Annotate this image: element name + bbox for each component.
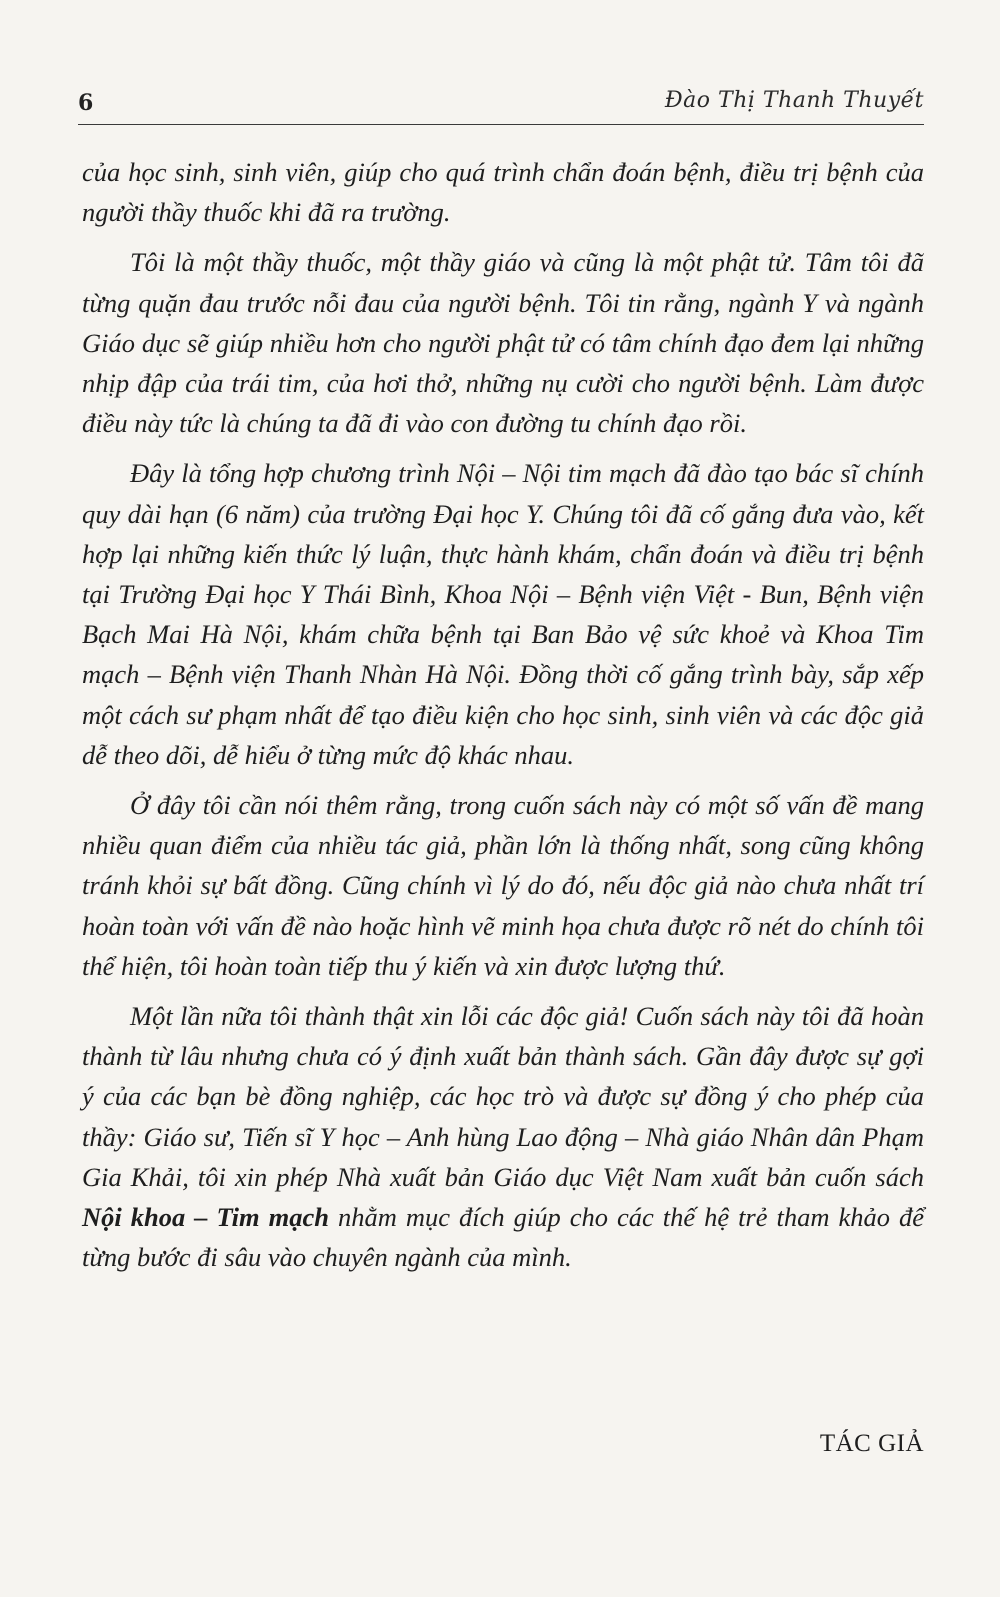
paragraph: Đây là tổng hợp chương trình Nội – Nội tim mạch đã đào tạo bác sĩ chính quy dài hạn (6 năm) của trường Đại học Y. Chúng tôi đã cố gắng đưa vào, kết hợp lại những kiến thức lý luận, thực hành khám, chẩn đoán và điều trị bệnh tại Trường Đại học Y Thái Bình, Khoa Nội – Bệnh viện Việt - Bun, Bệnh viện Bạch Mai Hà Nội, khám chữa bệnh tại Ban Bảo vệ sức khoẻ và Khoa Tim mạch – Bệnh viện Thanh Nhàn Hà Nội. Đồng thời cố gắng trình bày, sắp xếp một cách sư phạm nhất để tạo điều kiện cho học sinh, sinh viên và các độc giả dễ theo dõi, dễ hiểu ở từng mức độ khác nhau. — [82, 458, 924, 770]
paragraph-text: Một lần nữa tôi thành thật xin lỗi các độc giả! Cuốn sách này tôi đã hoàn thành từ lâu nhưng chưa có ý định xuất bản thành sách. Gần đây được sự gợi ý của các bạn bè đồng nghiệp, các học trò và được sự đồng ý cho phép của thầy: Giáo sư, Tiến sĩ Y học – Anh hùng Lao động – Nhà giáo Nhân dân Phạm Gia Khải, tôi xin phép Nhà xuất bản Giáo dục Việt Nam xuất bản cuốn sách — [82, 1001, 924, 1192]
paragraph: Tôi là một thầy thuốc, một thầy giáo và cũng là một phật tử. Tâm tôi đã từng quặn đau trước nỗi đau của người bệnh. Tôi tin rằng, ngành Y và ngành Giáo dục sẽ giúp nhiều hơn cho người phật tử có tâm chính đạo đem lại những nhịp đập của trái tim, của hơi thở, những nụ cười cho người bệnh. Làm được điều này tức là chúng ta đã đi vào con đường tu chính đạo rồi. — [82, 247, 924, 439]
paragraph-text: nhằm mục đích giúp cho các thế hệ trẻ tham khảo để từng bước đi sâu vào chuyên ngành của mình. — [82, 1202, 924, 1273]
paragraph: Ở đây tôi cần nói thêm rằng, trong cuốn sách này có một số vấn đề mang nhiều quan điểm của nhiều tác giả, phần lớn là thống nhất, song cũng không tránh khỏi sự bất đồng. Cũng chính vì lý do đó, nếu độc giả nào chưa nhất trí hoàn toàn với vấn đề nào hoặc hình vẽ minh họa chưa được rõ nét do chính tôi thể hiện, tôi hoàn toàn tiếp thu ý kiến và xin được lượng thứ. — [82, 790, 924, 981]
body-text — [82, 152, 924, 1287]
page-header — [78, 86, 924, 125]
running-head-author: Đào Thị Thanh Thuyết — [664, 88, 924, 113]
author-signature: TÁC GIẢ — [819, 1430, 924, 1457]
paragraph-continuation: của học sinh, sinh viên, giúp cho quá trình chẩn đoán bệnh, điều trị bệnh của người thầy thuốc khi đã ra trường. — [82, 157, 924, 228]
paragraph — [82, 996, 924, 1277]
page-number: 6 — [78, 90, 94, 116]
book-title-bold: Nội khoa – Tim mạch — [82, 1202, 329, 1233]
